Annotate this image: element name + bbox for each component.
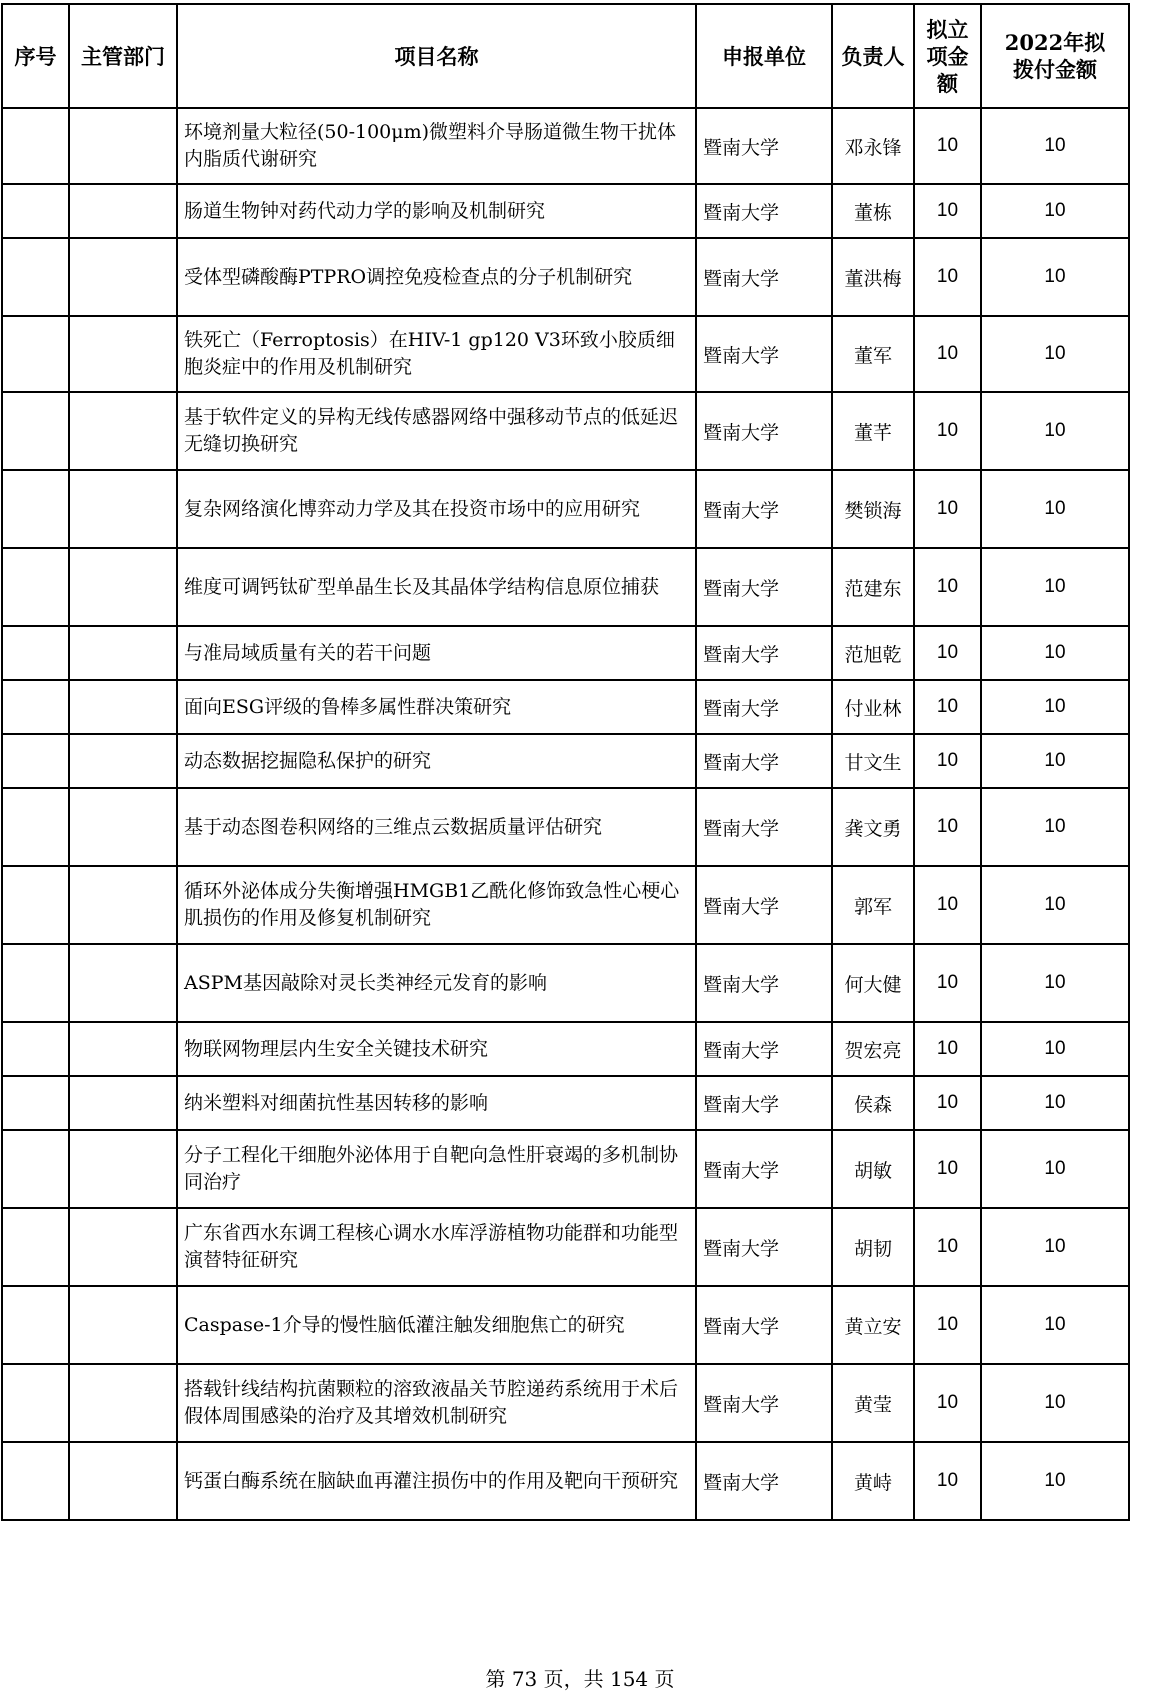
table-row (2, 184, 1129, 238)
person-cell: 胡敏 (832, 1130, 914, 1208)
alloc-amount-cell: 10 (981, 944, 1129, 1022)
alloc-amount-cell: 10 (981, 316, 1129, 392)
unit-cell: 暨南大学 (696, 1076, 832, 1130)
table-row (2, 238, 1129, 316)
table-row (2, 1022, 1129, 1076)
project-name-cell: 肠道生物钟对药代动力学的影响及机制研究 (177, 184, 696, 238)
project-name-cell: 搭载针线结构抗菌颗粒的溶致液晶关节腔递药系统用于术后假体周围感染的治疗及其增效机制研究 (177, 1364, 696, 1442)
seq-cell (2, 238, 69, 316)
seq-cell (2, 1442, 69, 1520)
seq-cell (2, 470, 69, 548)
project-name-cell: 复杂网络演化博弈动力学及其在投资市场中的应用研究 (177, 470, 696, 548)
project-name-cell: 钙蛋白酶系统在脑缺血再灌注损伤中的作用及靶向干预研究 (177, 1442, 696, 1520)
alloc-amount-cell: 10 (981, 1022, 1129, 1076)
person-cell: 范旭乾 (832, 626, 914, 680)
page-footer (0, 1668, 1160, 1690)
person-cell: 董军 (832, 316, 914, 392)
approved-amount-cell: 10 (914, 734, 981, 788)
dept-cell (69, 1442, 177, 1520)
table-row (2, 108, 1129, 184)
approved-amount-cell: 10 (914, 1130, 981, 1208)
project-name-cell: 动态数据挖掘隐私保护的研究 (177, 734, 696, 788)
seq-cell (2, 680, 69, 734)
alloc-amount-cell: 10 (981, 470, 1129, 548)
project-name-cell: 环境剂量大粒径(50-100μm)微塑料介导肠道微生物干扰体内脂质代谢研究 (177, 108, 696, 184)
alloc-amount-cell: 10 (981, 788, 1129, 866)
dept-cell (69, 626, 177, 680)
unit-cell: 暨南大学 (696, 1364, 832, 1442)
unit-cell: 暨南大学 (696, 548, 832, 626)
alloc-amount-cell: 10 (981, 866, 1129, 944)
seq-cell (2, 1286, 69, 1364)
project-name-cell: 广东省西水东调工程核心调水水库浮游植物功能群和功能型演替特征研究 (177, 1208, 696, 1286)
dept-cell (69, 680, 177, 734)
alloc-amount-cell: 10 (981, 1286, 1129, 1364)
person-cell: 黄立安 (832, 1286, 914, 1364)
table-body (2, 108, 1129, 1520)
header-name: 项目名称 (177, 4, 696, 108)
unit-cell: 暨南大学 (696, 1208, 832, 1286)
unit-cell: 暨南大学 (696, 238, 832, 316)
seq-cell (2, 734, 69, 788)
dept-cell (69, 1130, 177, 1208)
dept-cell (69, 392, 177, 470)
alloc-amount-cell: 10 (981, 548, 1129, 626)
table-row (2, 866, 1129, 944)
project-table (1, 3, 1130, 1521)
table-row (2, 1208, 1129, 1286)
person-cell: 侯森 (832, 1076, 914, 1130)
project-name-cell: 铁死亡（Ferroptosis）在HIV-1 gp120 V3环致小胶质细胞炎症中的作用及机制研究 (177, 316, 696, 392)
dept-cell (69, 1022, 177, 1076)
table-row (2, 626, 1129, 680)
approved-amount-cell: 10 (914, 316, 981, 392)
project-name-cell: 基于软件定义的异构无线传感器网络中强移动节点的低延迟无缝切换研究 (177, 392, 696, 470)
table-row (2, 470, 1129, 548)
unit-cell: 暨南大学 (696, 1022, 832, 1076)
dept-cell (69, 184, 177, 238)
seq-cell (2, 1130, 69, 1208)
footer-prefix: 第 (485, 1667, 506, 1691)
project-name-cell: 与准局域质量有关的若干问题 (177, 626, 696, 680)
project-name-cell: 受体型磷酸酶PTPRO调控免疫检查点的分子机制研究 (177, 238, 696, 316)
person-cell: 郭军 (832, 866, 914, 944)
dept-cell (69, 1076, 177, 1130)
seq-cell (2, 548, 69, 626)
dept-cell (69, 238, 177, 316)
unit-cell: 暨南大学 (696, 108, 832, 184)
table-row (2, 392, 1129, 470)
person-cell: 龚文勇 (832, 788, 914, 866)
table-row (2, 1286, 1129, 1364)
seq-cell (2, 1076, 69, 1130)
header-unit: 申报单位 (696, 4, 832, 108)
seq-cell (2, 944, 69, 1022)
table-row (2, 316, 1129, 392)
dept-cell (69, 1208, 177, 1286)
dept-cell (69, 734, 177, 788)
project-name-cell: Caspase-1介导的慢性脑低灌注触发细胞焦亡的研究 (177, 1286, 696, 1364)
seq-cell (2, 788, 69, 866)
unit-cell: 暨南大学 (696, 184, 832, 238)
person-cell: 邓永锋 (832, 108, 914, 184)
dept-cell (69, 470, 177, 548)
footer-middle: 页，共 (543, 1667, 604, 1691)
dept-cell (69, 788, 177, 866)
project-name-cell: 面向ESG评级的鲁棒多属性群决策研究 (177, 680, 696, 734)
approved-amount-cell: 10 (914, 680, 981, 734)
unit-cell: 暨南大学 (696, 734, 832, 788)
table-row (2, 944, 1129, 1022)
person-cell: 范建东 (832, 548, 914, 626)
alloc-amount-cell: 10 (981, 108, 1129, 184)
alloc-amount-cell: 10 (981, 392, 1129, 470)
header-row (2, 4, 1129, 108)
table-row (2, 734, 1129, 788)
approved-amount-cell: 10 (914, 1364, 981, 1442)
approved-amount-cell: 10 (914, 1208, 981, 1286)
alloc-amount-cell: 10 (981, 184, 1129, 238)
approved-amount-cell: 10 (914, 238, 981, 316)
project-name-cell: 基于动态图卷积网络的三维点云数据质量评估研究 (177, 788, 696, 866)
seq-cell (2, 866, 69, 944)
seq-cell (2, 108, 69, 184)
dept-cell (69, 944, 177, 1022)
person-cell: 甘文生 (832, 734, 914, 788)
dept-cell (69, 866, 177, 944)
person-cell: 黄莹 (832, 1364, 914, 1442)
approved-amount-cell: 10 (914, 108, 981, 184)
person-cell: 付业林 (832, 680, 914, 734)
alloc-amount-cell: 10 (981, 734, 1129, 788)
seq-cell (2, 1022, 69, 1076)
table-row (2, 1364, 1129, 1442)
dept-cell (69, 316, 177, 392)
project-name-cell: 维度可调钙钛矿型单晶生长及其晶体学结构信息原位捕获 (177, 548, 696, 626)
approved-amount-cell: 10 (914, 548, 981, 626)
seq-cell (2, 626, 69, 680)
table-row (2, 1076, 1129, 1130)
unit-cell: 暨南大学 (696, 316, 832, 392)
project-name-cell: ASPM基因敲除对灵长类神经元发育的影响 (177, 944, 696, 1022)
project-name-cell: 循环外泌体成分失衡增强HMGB1乙酰化修饰致急性心梗心肌损伤的作用及修复机制研究 (177, 866, 696, 944)
approved-amount-cell: 10 (914, 626, 981, 680)
unit-cell: 暨南大学 (696, 788, 832, 866)
table-row (2, 788, 1129, 866)
footer-page-number: 73 (511, 1667, 538, 1691)
unit-cell: 暨南大学 (696, 470, 832, 548)
header-approved: 拟立项金额 (914, 4, 981, 108)
dept-cell (69, 1286, 177, 1364)
table-row (2, 1442, 1129, 1520)
seq-cell (2, 1208, 69, 1286)
dept-cell (69, 548, 177, 626)
unit-cell: 暨南大学 (696, 944, 832, 1022)
person-cell: 黄峙 (832, 1442, 914, 1520)
table-row (2, 1130, 1129, 1208)
approved-amount-cell: 10 (914, 1442, 981, 1520)
alloc-amount-cell: 10 (981, 1130, 1129, 1208)
person-cell: 何大健 (832, 944, 914, 1022)
table-row (2, 680, 1129, 734)
approved-amount-cell: 10 (914, 392, 981, 470)
alloc-amount-cell: 10 (981, 1076, 1129, 1130)
person-cell: 董芊 (832, 392, 914, 470)
project-name-cell: 物联网物理层内生安全关键技术研究 (177, 1022, 696, 1076)
unit-cell: 暨南大学 (696, 1130, 832, 1208)
person-cell: 董洪梅 (832, 238, 914, 316)
unit-cell: 暨南大学 (696, 392, 832, 470)
unit-cell: 暨南大学 (696, 626, 832, 680)
footer-total-pages: 154 (609, 1667, 649, 1691)
unit-cell: 暨南大学 (696, 866, 832, 944)
unit-cell: 暨南大学 (696, 1442, 832, 1520)
alloc-amount-cell: 10 (981, 1364, 1129, 1442)
person-cell: 贺宏亮 (832, 1022, 914, 1076)
alloc-amount-cell: 10 (981, 680, 1129, 734)
approved-amount-cell: 10 (914, 1286, 981, 1364)
person-cell: 樊锁海 (832, 470, 914, 548)
header-alloc: 2022年拟拨付金额 (981, 4, 1129, 108)
seq-cell (2, 1364, 69, 1442)
approved-amount-cell: 10 (914, 866, 981, 944)
person-cell: 董栋 (832, 184, 914, 238)
approved-amount-cell: 10 (914, 184, 981, 238)
seq-cell (2, 316, 69, 392)
project-name-cell: 分子工程化干细胞外泌体用于自靶向急性肝衰竭的多机制协同治疗 (177, 1130, 696, 1208)
approved-amount-cell: 10 (914, 944, 981, 1022)
footer-suffix: 页 (654, 1667, 675, 1691)
alloc-amount-cell: 10 (981, 238, 1129, 316)
seq-cell (2, 392, 69, 470)
dept-cell (69, 1364, 177, 1442)
unit-cell: 暨南大学 (696, 680, 832, 734)
header-seq: 序号 (2, 4, 69, 108)
approved-amount-cell: 10 (914, 470, 981, 548)
unit-cell: 暨南大学 (696, 1286, 832, 1364)
project-name-cell: 纳米塑料对细菌抗性基因转移的影响 (177, 1076, 696, 1130)
table-row (2, 548, 1129, 626)
approved-amount-cell: 10 (914, 1076, 981, 1130)
person-cell: 胡韧 (832, 1208, 914, 1286)
header-dept: 主管部门 (69, 4, 177, 108)
alloc-amount-cell: 10 (981, 1442, 1129, 1520)
alloc-amount-cell: 10 (981, 626, 1129, 680)
approved-amount-cell: 10 (914, 788, 981, 866)
approved-amount-cell: 10 (914, 1022, 981, 1076)
header-person: 负责人 (832, 4, 914, 108)
dept-cell (69, 108, 177, 184)
alloc-amount-cell: 10 (981, 1208, 1129, 1286)
seq-cell (2, 184, 69, 238)
